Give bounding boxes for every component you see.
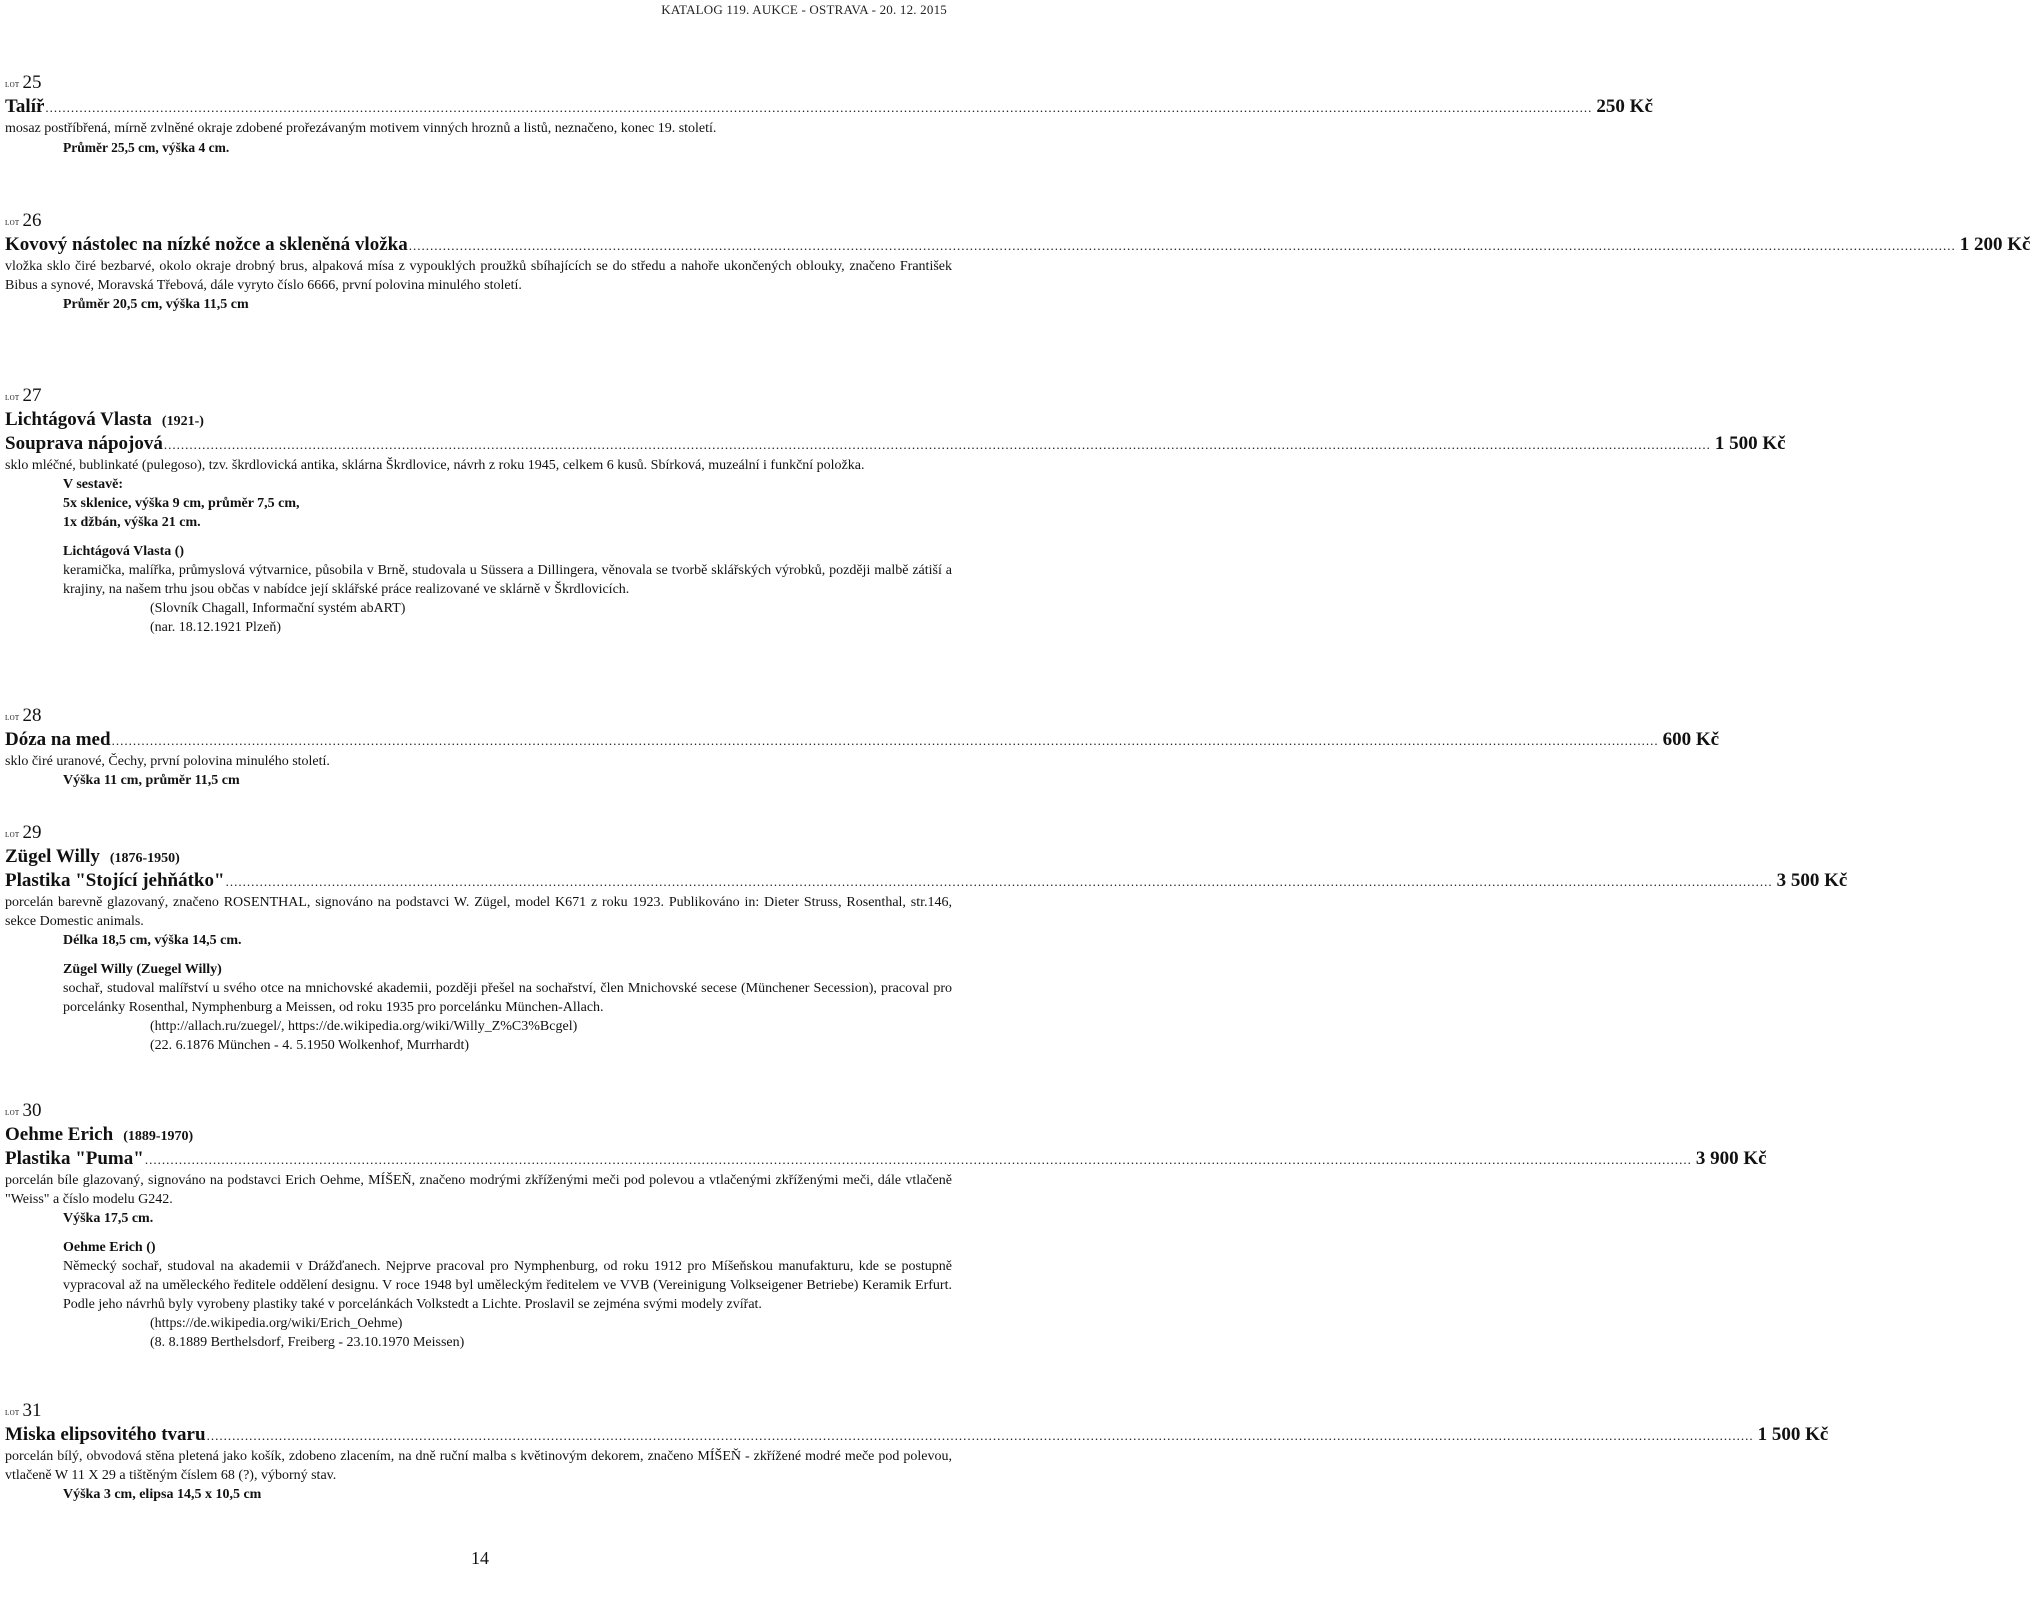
author-years: (1921-) [161,414,204,429]
lot-title: Kovový nástolec na nízké nožce a skleněná vložka [5,234,408,255]
bio-source: (Slovník Chagall, Informační systém abART) [150,601,406,616]
lot-dimensions: Výška 11 cm, průměr 11,5 cm [63,773,240,788]
leader-dots: ............................................................................................................................................................................................................................................................................................................................................................................ [111,733,1659,748]
lot-price: 1 500 Kč [1714,433,1786,454]
leader-dots: ............................................................................................................................................................................................................................................................................................................................................................................ [408,238,1956,253]
lot-title: Talíř [5,96,45,117]
lot-price: 1 200 Kč [1959,234,2030,255]
bio-birth: (22. 6.1876 München - 4. 5.1950 Wolkenhof, Murrhardt) [150,1038,470,1053]
lot-number: LOT 26 [5,210,42,231]
lot-title-row [5,870,1848,893]
lot-dimensions: Výška 3 cm, elipsa 14,5 x 10,5 cm [63,1487,262,1502]
author-bio [63,1238,952,1352]
author-years: (1889-1970) [123,1129,194,1144]
lot-title: Plastika "Stojící jehňátko" [5,870,225,891]
leader-dots: ............................................................................................................................................................................................................................................................................................................................................................................ [144,1152,1692,1167]
set-line: 1x džbán, výška 21 cm. [63,515,201,530]
lot-30 [5,1100,1767,1352]
lot-description: porcelán barevně glazovaný, značeno ROSENTHAL, signováno na podstavci W. Zügel, model K671 z roku 1923. Publikováno in: Dieter Struss, Rosenthal, str.146, sekce Domestic animals. [5,895,952,929]
lot-author: Zügel Willy (1876-1950) [5,846,180,867]
set-line: 5x sklenice, výška 9 cm, průměr 7,5 cm, [63,496,300,511]
lot-number: LOT 29 [5,822,42,843]
lot-dimensions: Délka 18,5 cm, výška 14,5 cm. [63,933,242,948]
lot-number: LOT 25 [5,72,42,93]
lot-number: LOT 30 [5,1100,42,1121]
lot-title: Plastika "Puma" [5,1148,144,1169]
lot-31 [5,1400,1829,1504]
bio-birth: (8. 8.1889 Berthelsdorf, Freiberg - 23.10.1970 Meissen) [150,1335,465,1350]
lot-description: sklo čiré uranové, Čechy, první polovina minulého století. [5,754,330,769]
lot-title: Souprava nápojová [5,433,163,454]
lot-title-row [5,234,2030,257]
lot-dimensions: Průměr 20,5 cm, výška 11,5 cm [63,297,249,312]
lot-title-row [5,433,1786,456]
bio-birth: (nar. 18.12.1921 Plzeň) [150,620,282,635]
lot-description: vložka sklo čiré bezbarvé, okolo okraje drobný brus, alpaková mísa z vypouklých proužků sbíhajících se do středu a nahoře ukončených oblouky, značeno František Bibus a synové, Moravská Třebová, dále vyryto číslo 6666, první polovina minulého století. [5,259,952,293]
author-years: (1876-1950) [109,851,180,866]
lot-29 [5,822,1848,1055]
lot-price: 250 Kč [1596,96,1653,117]
lot-title-row [5,1424,1829,1447]
lot-author: Oehme Erich (1889-1970) [5,1124,194,1145]
lot-title-row [5,96,1653,119]
lot-dimensions: Výška 17,5 cm. [63,1211,154,1226]
bio-name: Zügel Willy (Zuegel Willy) [63,962,222,977]
page-number: 14 [471,1548,489,1568]
bio-name: Lichtágová Vlasta () [63,544,185,559]
bio-source: (https://de.wikipedia.org/wiki/Erich_Oehme) [150,1316,403,1331]
author-bio [63,960,952,1055]
lot-number: LOT 31 [5,1400,42,1421]
bio-name: Oehme Erich () [63,1240,156,1255]
lot-dimensions: Průměr 25,5 cm, výška 4 cm. [63,140,230,155]
leader-dots: ............................................................................................................................................................................................................................................................................................................................................................................ [45,100,1593,115]
lot-number: LOT 28 [5,705,42,726]
bio-text: sochař, studoval malířství u svého otce na mnichovské akademii, později přešel na sochařství, člen Mnichovské secese (Münchener Secession), pracoval pro porcelánky Rosenthal, Nymphenburg a Meissen, od roku 1935 pro porcelánku München-Allach. [63,981,952,1015]
lot-27 [5,385,1786,637]
lot-price: 600 Kč [1662,729,1720,750]
lot-26 [5,210,2030,314]
bio-source: (http://allach.ru/zuegel/, https://de.wikipedia.org/wiki/Willy_Z%C3%Bcgel) [150,1019,578,1034]
bio-text: keramička, malířka, průmyslová výtvarnice, působila v Brně, studovala u Süssera a Dillingera, věnovala se tvorbě sklářských výrobků, později malbě zátiší a krajiny, na našem trhu jsou občas v nabídce její sklářské práce realizované ve sklárně v Škrdlovicích. [63,563,952,597]
lot-title-row [5,729,1720,752]
lot-description: porcelán bílý, obvodová stěna pletená jako košík, zdobeno zlacením, na dně ruční malba s květinovým dekorem, značeno MÍŠEŇ - zkřížené modré meče pod polevou, vtlačeně W 11 X 29 a tištěným číslem 68 (?), výborný stav. [5,1449,952,1483]
lot-description: porcelán bíle glazovaný, signováno na podstavci Erich Oehme, MÍŠEŇ, značeno modrými zkříženými meči pod polevou a vtlačenými zkříženými meči, dále vtlačeně "Weiss" a číslo modelu G242. [5,1173,952,1207]
lot-tag: LOT [5,81,20,89]
bio-text: Německý sochař, studoval na akademii v Drážďanech. Nejprve pracoval pro Nymphenburg, od roku 1912 pro Míšeňskou manufakturu, kde se postupně vypracoval až na uměleckého ředitele oddělení designu. V roce 1948 byl uměleckým ředitelem ve VVB (Vereinigung Volkseigener Betriebe) Keramik Erfurt. Podle jeho návrhů byly vyrobeny plastiky také v porcelánkách Volkstedt a Lichte. Proslavil se zejména svými modely zvířat. [63,1259,952,1312]
lot-description: sklo mléčné, bublinkaté (pulegoso), tzv. škrdlovická antika, sklárna Škrdlovice, návrh z roku 1945, celkem 6 kusů. Sbírková, muzeální i funkční položka. [5,458,865,473]
author-bio [63,542,952,637]
leader-dots: ............................................................................................................................................................................................................................................................................................................................................................................ [163,437,1711,452]
lot-title: Dóza na med [5,729,111,750]
lot-description: mosaz postříbřená, mírně zvlněné okraje zdobené prořezávaným motivem vinných hroznů a listů, neznačeno, konec 19. století. [5,121,717,136]
lot-author: Lichtágová Vlasta (1921-) [5,409,204,430]
lot-price: 3 900 Kč [1695,1148,1767,1169]
catalog-header: KATALOG 119. AUKCE - OSTRAVA - 20. 12. 2015 [661,2,947,17]
lot-25 [5,72,1653,157]
lot-price: 3 500 Kč [1776,870,1848,891]
lot-title-row [5,1148,1767,1171]
lot-price: 1 500 Kč [1757,1424,1829,1445]
lot-number: LOT 27 [5,385,42,406]
lot-title: Miska elipsovitého tvaru [5,1424,206,1445]
lot-28 [5,705,1720,790]
leader-dots: ............................................................................................................................................................................................................................................................................................................................................................................ [206,1428,1754,1443]
leader-dots: ............................................................................................................................................................................................................................................................................................................................................................................ [225,874,1773,889]
set-heading: V sestavě: [63,477,124,492]
